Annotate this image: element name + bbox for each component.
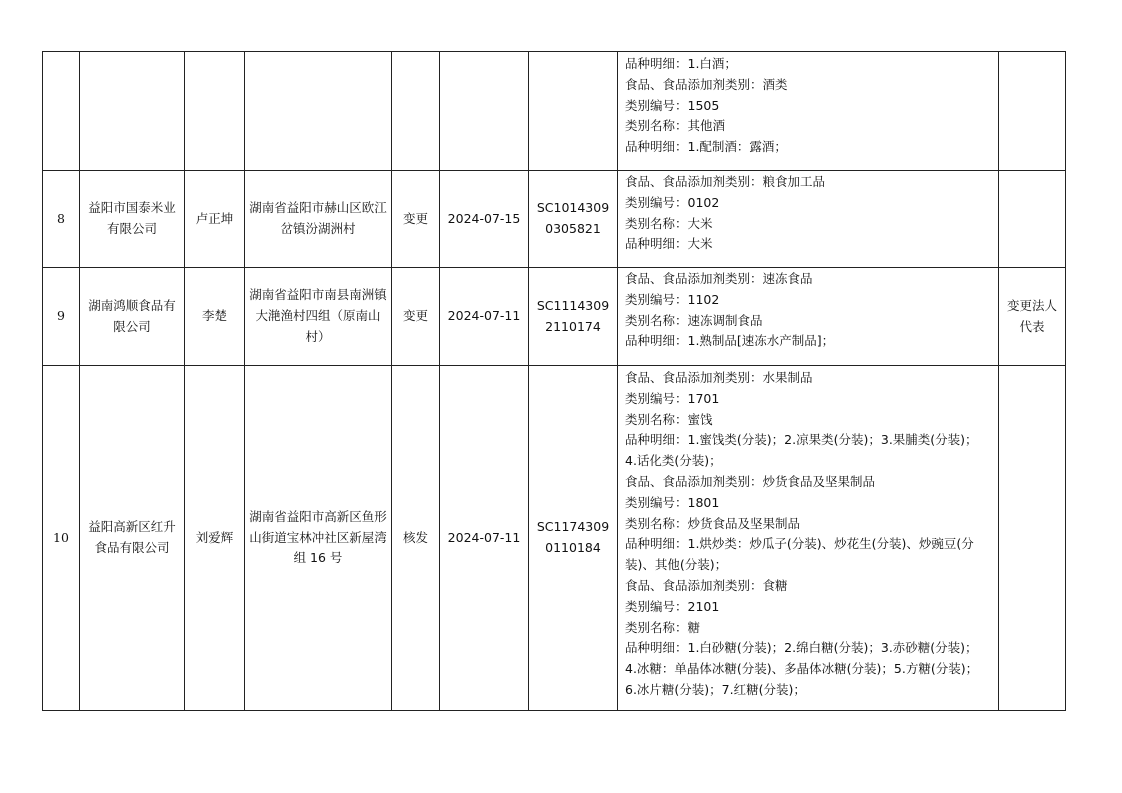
detail-line: 类别编号：2101 — [625, 598, 720, 614]
company-name: 湖南鸿顺食品有限公司 — [88, 297, 176, 334]
seq-cell: 10 — [43, 366, 80, 711]
detail-line: 食品、食品添加剂类别：食糖 — [625, 577, 788, 593]
detail-line: 品种明细：1.配制酒：露酒； — [625, 139, 787, 155]
note-cell — [999, 268, 1066, 366]
detail-line: 类别编号：1102 — [625, 291, 720, 307]
company-name: 益阳高新区红升食品有限公司 — [88, 519, 176, 555]
category-cell — [618, 171, 999, 268]
detail-line: 食品、食品添加剂类别：粮食加工品 — [625, 174, 826, 189]
person-cell: 李楚 — [185, 268, 245, 366]
detail-line: 类别编号：0102 — [625, 194, 720, 210]
detail-line: 类别名称：速冻调制食品 — [625, 312, 763, 328]
detail-line: 类别编号：1701 — [625, 390, 720, 406]
detail-line: 食品、食品添加剂类别：炒货食品及坚果制品 — [625, 473, 876, 489]
note-cell — [999, 52, 1066, 171]
person-cell: 卢正坤 — [185, 171, 245, 268]
date-cell — [440, 52, 529, 171]
category-cell — [618, 268, 999, 366]
address-text: 湖南省益阳市南县南洲镇大滟渔村四组（原南山村） — [249, 287, 387, 344]
date-cell: 2024-07-15 — [440, 171, 529, 268]
note-text: 变更法人代表 — [1006, 297, 1057, 334]
address-cell — [245, 52, 392, 171]
license-number: SC1014309 0305821 — [536, 200, 610, 236]
seq-cell — [43, 52, 80, 171]
detail-line: 类别名称：其他酒 — [625, 118, 726, 134]
company-cell — [80, 52, 185, 171]
detail-line: 4.冰糖：单晶体冰糖(分装)、多晶体冰糖(分装)；5.方糖(分装)； — [625, 661, 979, 677]
seq-cell: 9 — [43, 268, 80, 366]
license-cell — [529, 268, 618, 366]
detail-line: 类别编号：1801 — [625, 494, 720, 510]
note-cell — [999, 366, 1066, 711]
note-cell — [999, 171, 1066, 268]
person-cell — [185, 52, 245, 171]
license-cell — [529, 171, 618, 268]
company-name: 益阳市国泰米业有限公司 — [88, 200, 176, 236]
detail-line: 类别名称：大米 — [625, 215, 713, 231]
detail-line: 品种明细：1.烘炒类：炒瓜子(分装)、炒花生(分装)、炒豌豆(分 — [625, 536, 974, 552]
type-cell: 变更 — [392, 171, 440, 268]
date-cell: 2024-07-11 — [440, 268, 529, 366]
detail-line: 4.话化类(分装)； — [625, 453, 722, 469]
address-text: 湖南省益阳市高新区鱼形山街道宝林冲社区新屋湾组 16 号 — [249, 508, 387, 566]
detail-line: 品种明细：1.白酒； — [625, 56, 737, 71]
category-cell — [618, 52, 999, 171]
detail-line: 品种明细：1.熟制品[速冻水产制品]； — [625, 333, 835, 349]
table-row — [43, 366, 1066, 711]
detail-line: 品种明细：1.蜜饯类(分装)；2.凉果类(分装)；3.果脯类(分装)； — [625, 432, 978, 448]
license-number: SC1174309 0110184 — [536, 519, 610, 555]
address-cell — [245, 366, 392, 711]
address-cell — [245, 171, 392, 268]
address-cell — [245, 268, 392, 366]
person-cell: 刘爱辉 — [185, 366, 245, 711]
category-cell — [618, 366, 999, 711]
detail-line: 类别名称：蜜饯 — [625, 411, 713, 427]
type-cell: 变更 — [392, 268, 440, 366]
detail-line: 6.冰片糖(分装)；7.红糖(分装)； — [625, 681, 806, 697]
table-row — [43, 52, 1066, 171]
detail-line: 品种明细：大米 — [625, 236, 713, 252]
license-cell — [529, 52, 618, 171]
type-cell: 核发 — [392, 366, 440, 711]
detail-line: 食品、食品添加剂类别：酒类 — [625, 76, 788, 92]
detail-line: 食品、食品添加剂类别：速冻食品 — [625, 271, 813, 286]
type-cell — [392, 52, 440, 171]
table-row — [43, 268, 1066, 366]
license-table — [42, 51, 1066, 711]
address-text: 湖南省益阳市赫山区欧江岔镇汾湖洲村 — [249, 200, 387, 236]
detail-line: 类别名称：炒货食品及坚果制品 — [625, 515, 801, 531]
seq-cell: 8 — [43, 171, 80, 268]
table-row — [43, 171, 1066, 268]
license-number: SC1114309 2110174 — [536, 297, 610, 334]
company-cell — [80, 268, 185, 366]
detail-line: 装)、其他(分装)； — [625, 557, 728, 573]
detail-line: 类别名称：糖 — [625, 619, 701, 635]
company-cell — [80, 171, 185, 268]
license-cell — [529, 366, 618, 711]
date-cell: 2024-07-11 — [440, 366, 529, 711]
detail-line: 食品、食品添加剂类别：水果制品 — [625, 370, 813, 385]
detail-line: 品种明细：1.白砂糖(分装)；2.绵白糖(分装)；3.赤砂糖(分装)； — [625, 640, 978, 656]
company-cell — [80, 366, 185, 711]
detail-line: 类别编号：1505 — [625, 97, 720, 113]
